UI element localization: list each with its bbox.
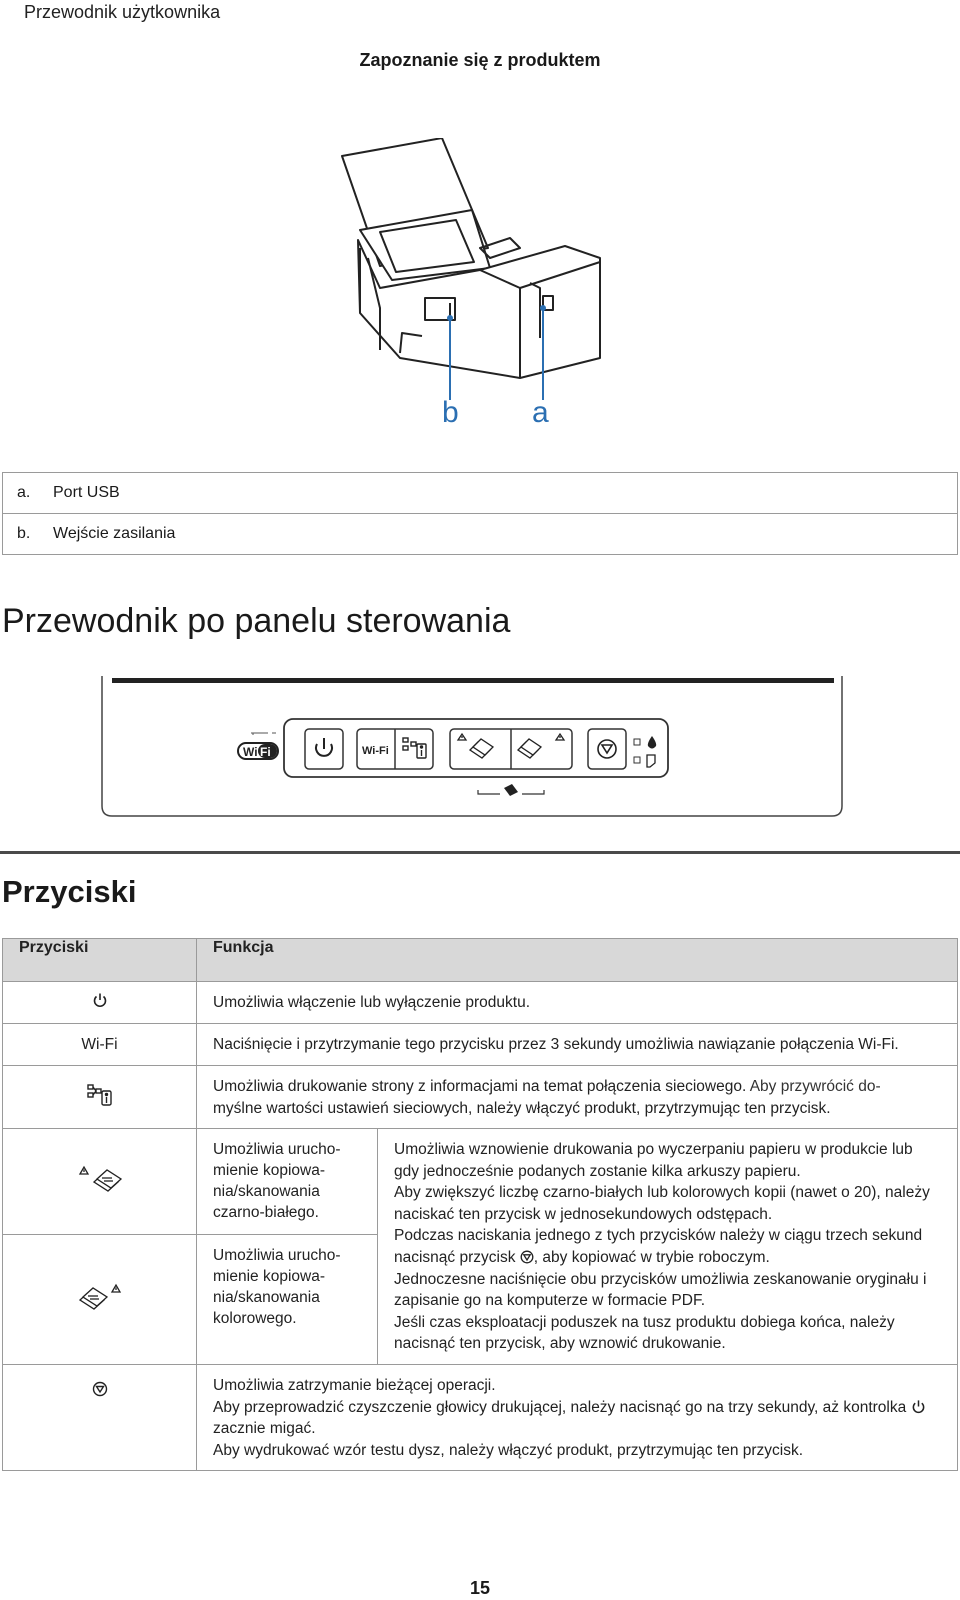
legend-key: b. — [3, 514, 54, 555]
printer-rear-illustration — [330, 138, 630, 438]
copy-bw-icon — [78, 1164, 122, 1194]
stop-icon — [92, 1381, 108, 1397]
power-cell — [3, 982, 197, 1024]
legend-key: a. — [3, 473, 54, 514]
copy-color-cell — [3, 1235, 197, 1365]
buttons-table — [2, 938, 958, 1471]
callout-a: a — [532, 396, 549, 429]
stop-icon — [520, 1250, 534, 1264]
svg-text:Wi: Wi — [243, 745, 258, 759]
copy-shared-p5: Jeśli czas eksploatacji poduszek na tusz produktu dobiega końca, należy nacisnąć ten przycisk, aby wznowić drukowanie. — [394, 1313, 895, 1353]
stop-line2-end: zacznie migać. — [213, 1420, 316, 1438]
network-function — [197, 1066, 958, 1129]
section-divider — [0, 851, 960, 854]
stop-line2-text: Aby przeprowadzić czyszczenie głowicy drukującej, należy nacisnąć go na trzy sekundy, aż kontrolka — [213, 1398, 907, 1416]
network-info-icon — [87, 1083, 113, 1107]
svg-text:Wi-Fi: Wi-Fi — [362, 745, 389, 757]
column-header-buttons: Przyciski — [3, 939, 197, 982]
running-header: Przewodnik użytkownika — [24, 2, 221, 22]
column-header-function: Funkcja — [197, 939, 958, 982]
power-icon — [92, 992, 108, 1008]
copy-color-icon — [78, 1282, 122, 1312]
copy-shared-p3-text: Podczas naciskania jednego z tych przycisków należy w ciągu trzech sekund nacisnąć przycisk — [394, 1227, 923, 1266]
port-legend-table — [2, 472, 958, 555]
copy-shared-p1: Umożliwia wznowienie drukowania po wyczerpaniu papieru w produkcie lub gdy jednocześnie podanych zostanie kilka arkuszy papieru. — [394, 1141, 913, 1180]
svg-text:Fi: Fi — [260, 745, 271, 759]
copy-shared-p3 — [394, 1225, 941, 1268]
network-cell — [3, 1066, 197, 1129]
copy-color-function: Umożliwia urucho-mienie kopiowa-nia/skanowania kolorowego. — [197, 1235, 378, 1365]
legend-label: Port USB — [53, 473, 958, 514]
copy-bw-cell — [3, 1129, 197, 1235]
legend-row — [3, 514, 958, 555]
copy-shared-function — [378, 1129, 958, 1365]
stop-function — [197, 1365, 958, 1471]
legend-row — [3, 473, 958, 514]
copy-shared-p3-end: , aby kopiować w trybie roboczym. — [533, 1248, 770, 1266]
table-row — [3, 982, 958, 1024]
table-row — [3, 1365, 958, 1471]
callout-b: b — [442, 396, 459, 429]
table-row — [3, 1066, 958, 1129]
network-function-line2: Aby przywrócić do- — [749, 1078, 881, 1095]
stop-line3: Aby wydrukować wzór testu dysz, należy włączyć produkt, przytrzymując ten przycisk. — [213, 1441, 804, 1459]
copy-bw-function: Umożliwia urucho-mienie kopiowa-nia/skanowania czarno-białego. — [197, 1129, 378, 1235]
panel-section-title: Przewodnik po panelu sterowania — [2, 602, 511, 640]
wifi-logo-icon — [238, 743, 278, 759]
network-function-line1: Umożliwia drukowanie strony z informacjami na temat połączenia sieciowego. — [213, 1078, 747, 1095]
section-title: Zapoznanie się z produktem — [359, 50, 601, 70]
power-function: Umożliwia włączenie lub wyłączenie produktu. — [197, 982, 958, 1024]
stop-line2 — [213, 1397, 941, 1440]
power-icon — [911, 1399, 926, 1414]
wifi-label: Wi-Fi — [3, 1024, 197, 1066]
network-function-line3: myślne wartości ustawień sieciowych, należy włączyć produkt, przytrzymując ten przycisk. — [213, 1100, 831, 1117]
legend-label: Wejście zasilania — [53, 514, 958, 555]
stop-cell — [3, 1365, 197, 1471]
copy-shared-p2: Aby zwiększyć liczbę czarno-białych lub kolorowych kopii (nawet o 20), należy naciskać ten przycisk w jednosekundowych odstępach. — [394, 1184, 930, 1223]
wifi-function: Naciśnięcie i przytrzymanie tego przycisku przez 3 sekundy umożliwia nawiązanie połączenia Wi-Fi. — [197, 1024, 958, 1066]
control-panel-illustration — [98, 672, 848, 820]
table-row — [3, 1129, 958, 1235]
buttons-section-title: Przyciski — [2, 874, 137, 909]
stop-line1: Umożliwia zatrzymanie bieżącej operacji. — [213, 1377, 496, 1394]
table-header-row — [3, 939, 958, 982]
copy-shared-p4: Jednoczesne naciśnięcie obu przycisków umożliwia zeskanowanie oryginału i zapisanie go na komputerze w formacie PDF. — [394, 1270, 927, 1310]
page-number: 15 — [469, 1578, 491, 1598]
table-row — [3, 1024, 958, 1066]
